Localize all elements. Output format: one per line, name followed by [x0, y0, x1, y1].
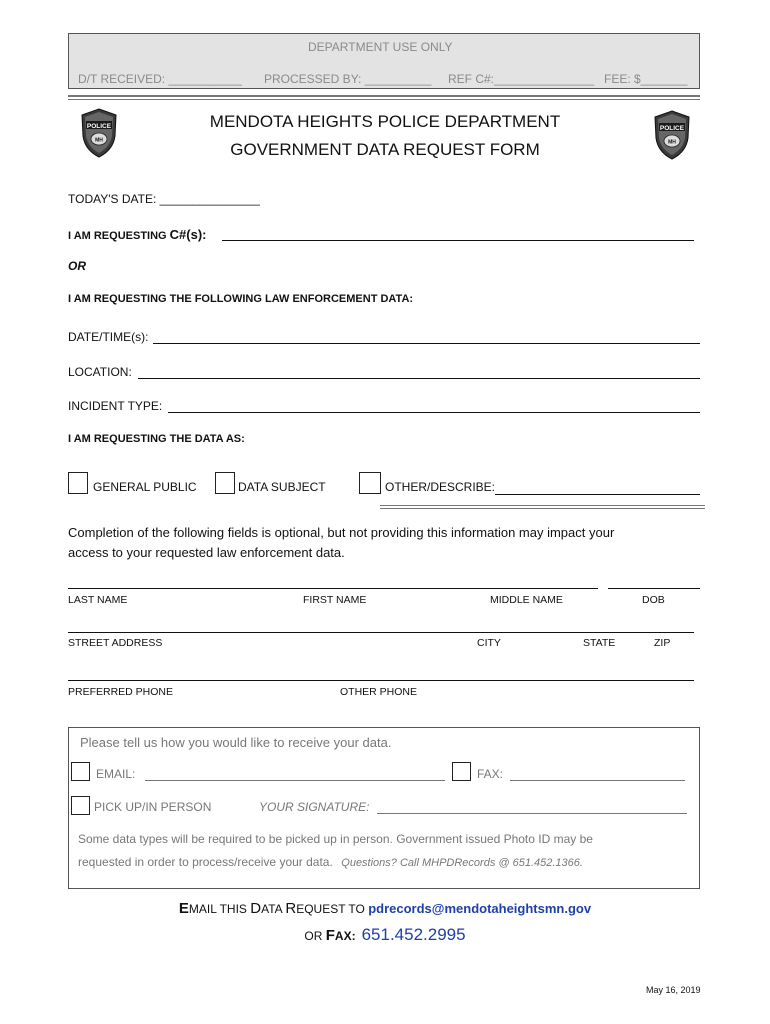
requesting-c-prefix: I AM REQUESTING: [68, 230, 170, 242]
header-rule-bottom: [68, 99, 700, 100]
name-input[interactable]: [68, 588, 598, 589]
requesting-c-label: [68, 226, 207, 244]
pickup-label: PICK UP/IN PERSON: [94, 800, 212, 814]
receive-prompt: Please tell us how you would like to receive your data.: [80, 735, 392, 750]
optional-note-line1: Completion of the following fields is optional, but not providing this information may impact your: [68, 525, 615, 540]
fax-big-f: F: [325, 927, 335, 944]
dept-received-field[interactable]: D/T RECEIVED: ___________: [78, 72, 242, 86]
data-subject-label: DATA SUBJECT: [238, 480, 326, 494]
fax-number-link[interactable]: 651.452.2995: [361, 925, 466, 944]
requesting-c-suffix: C#(s):: [169, 227, 207, 242]
city-label: CITY: [477, 637, 501, 649]
fax-request-line: [0, 925, 770, 945]
location-input[interactable]: [138, 378, 700, 379]
incident-type-label: INCIDENT TYPE:: [68, 399, 163, 413]
optional-note-line2: access to your requested law enforcement data.: [68, 545, 345, 560]
badge-right-label: POLICE: [659, 125, 685, 132]
email-address-link[interactable]: pdrecords@mendotaheightsmn.gov: [368, 901, 592, 916]
other-describe-label: OTHER/DESCRIBE:: [385, 480, 496, 494]
todays-date-field[interactable]: TODAY'S DATE: _______________: [68, 192, 260, 206]
preferred-phone-label: PREFERRED PHONE: [68, 686, 174, 698]
section-divider-a: [380, 505, 705, 506]
form-title-line1: MENDOTA HEIGHTS POLICE DEPARTMENT: [209, 112, 561, 131]
datetime-input[interactable]: [153, 343, 700, 344]
address-input[interactable]: [68, 632, 694, 633]
receive-note-line1: Some data types will be required to be picked up in person. Government issued Photo ID may be: [78, 832, 593, 846]
street-address-label: STREET ADDRESS: [68, 637, 163, 649]
first-name-label: FIRST NAME: [303, 594, 367, 606]
email-checkbox[interactable]: [71, 762, 90, 781]
or-label: OR: [68, 259, 86, 273]
email-request-line: [0, 900, 770, 918]
receive-note-line2-wrap: [78, 853, 583, 871]
requesting-c-input[interactable]: [222, 240, 694, 241]
phone-input[interactable]: [68, 680, 694, 681]
zip-label: ZIP: [654, 637, 671, 649]
data-subject-checkbox[interactable]: [215, 472, 235, 494]
email-label: EMAIL:: [96, 767, 136, 781]
dept-ref-field[interactable]: REF C#:_______________: [448, 72, 595, 86]
email-big-e: E: [178, 900, 189, 917]
dob-label: DOB: [642, 594, 665, 606]
badge-left-label: POLICE: [86, 123, 112, 130]
form-date: May 16, 2019: [646, 985, 701, 995]
email-small-2: ATA: [261, 902, 286, 916]
location-label: LOCATION:: [68, 365, 132, 379]
state-label: STATE: [583, 637, 616, 649]
dob-input[interactable]: [608, 588, 700, 589]
fax-small-ax: AX:: [334, 929, 356, 943]
badge-right-initials: MH: [668, 139, 676, 146]
form-title-line2: GOVERNMENT DATA REQUEST FORM: [230, 140, 540, 159]
general-public-checkbox[interactable]: [68, 472, 88, 494]
email-big-r: R: [285, 900, 297, 917]
email-input[interactable]: [145, 780, 445, 781]
other-describe-checkbox[interactable]: [359, 472, 381, 494]
questions-line: Questions? Call MHPDRecords @ 651.452.1366.: [341, 857, 583, 869]
pickup-checkbox[interactable]: [71, 796, 90, 815]
badge-left-initials: MH: [95, 137, 103, 144]
incident-type-input[interactable]: [168, 412, 700, 413]
header-rule-top: [68, 95, 700, 97]
email-small-3: EQUEST TO: [296, 902, 369, 916]
requesting-as-label: I AM REQUESTING THE DATA AS:: [68, 433, 245, 445]
other-phone-label: OTHER PHONE: [340, 686, 418, 698]
middle-name-label: MIDDLE NAME: [490, 594, 563, 606]
signature-label: YOUR SIGNATURE:: [259, 800, 370, 814]
dept-fee-field[interactable]: FEE: $_______: [604, 72, 688, 86]
section-divider-b: [380, 508, 705, 509]
receive-note-line2: requested in order to process/receive your data.: [78, 855, 333, 869]
fax-small-or: OR: [304, 929, 326, 943]
requesting-data-label: I AM REQUESTING THE FOLLOWING LAW ENFORCEMENT DATA:: [68, 293, 414, 305]
signature-input[interactable]: [377, 813, 687, 814]
last-name-label: LAST NAME: [68, 594, 128, 606]
fax-checkbox[interactable]: [452, 762, 471, 781]
fax-label: FAX:: [477, 767, 504, 781]
datetime-label: DATE/TIME(s):: [68, 330, 149, 344]
department-use-title: DEPARTMENT USE ONLY: [308, 40, 453, 54]
email-small-1: MAIL THIS: [188, 902, 251, 916]
other-describe-input[interactable]: [495, 494, 700, 495]
fax-input[interactable]: [510, 780, 685, 781]
dept-processed-field[interactable]: PROCESSED BY: __________: [264, 72, 432, 86]
email-big-d: D: [250, 900, 262, 917]
general-public-label: GENERAL PUBLIC: [93, 480, 197, 494]
